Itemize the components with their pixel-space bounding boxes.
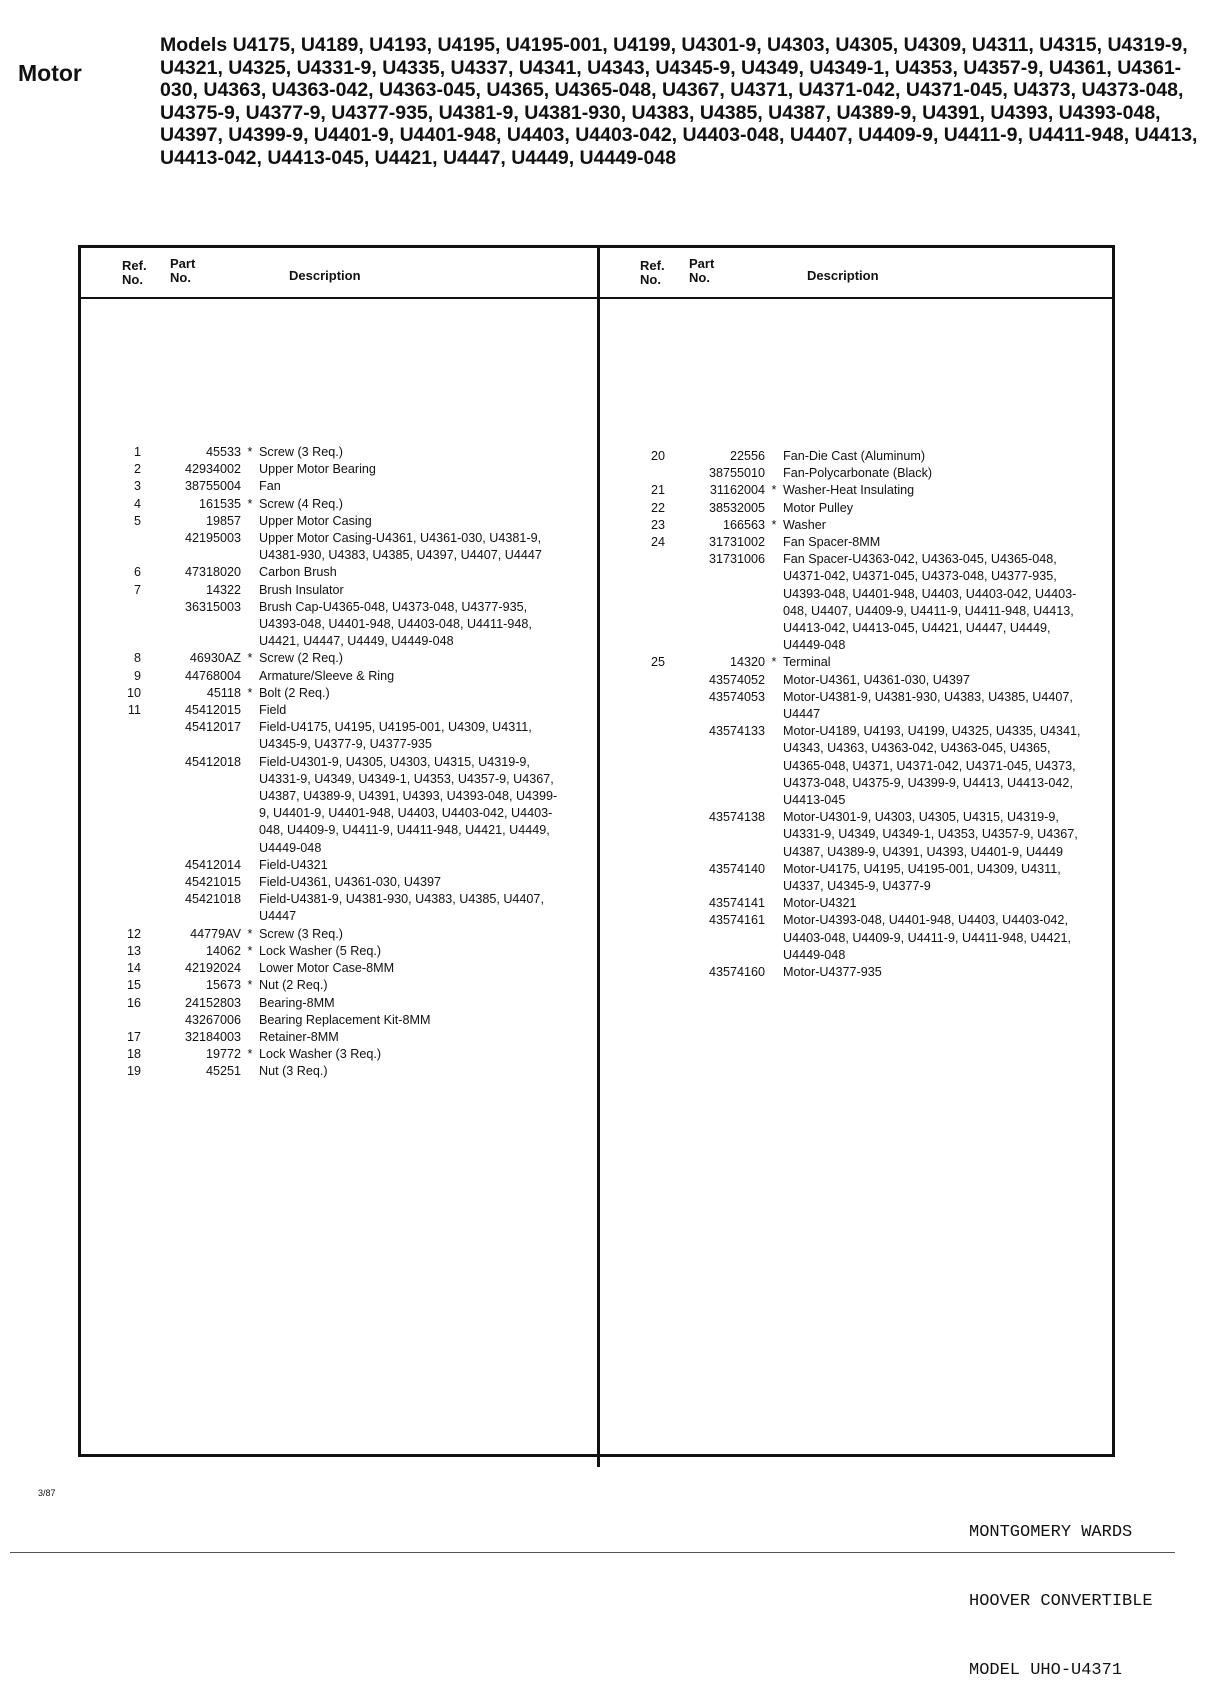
- parts-row: [632, 482, 1112, 499]
- part-number: 14320: [729, 655, 765, 670]
- parts-row: [108, 513, 598, 530]
- part-description: Upper Motor Bearing: [259, 462, 376, 477]
- parts-row: [108, 685, 598, 702]
- parts-row: [632, 465, 1112, 482]
- ref-number: 15: [126, 978, 141, 993]
- part-description: Terminal: [783, 655, 831, 670]
- part-number: 45118: [206, 685, 241, 700]
- parts-row: [632, 809, 1112, 861]
- part-number: 43574141: [708, 896, 765, 911]
- part-number: 32184003: [184, 1029, 241, 1044]
- part-description: Field-U4381-9, U4381-930, U4383, U4385, U4407, U4447: [259, 892, 544, 924]
- part-description: Lower Motor Case-8MM: [259, 961, 395, 976]
- part-number: 43574052: [708, 672, 765, 687]
- parts-row: [632, 500, 1112, 517]
- parts-row: [632, 723, 1112, 809]
- part-description: Motor-U4393-048, U4401-948, U4403, U4403-042, U4403-048, U4409-9, U4411-9, U4411-948, U4421, U4449-048: [783, 913, 1071, 962]
- part-number: 19857: [205, 513, 241, 528]
- ref-number: 9: [133, 668, 141, 683]
- ref-number: 3: [133, 479, 141, 494]
- part-description: Motor-U4381-9, U4381-930, U4383, U4385, U4407, U4447: [783, 689, 1073, 722]
- ref-number: 10: [126, 685, 141, 700]
- ref-number: 4: [133, 496, 141, 511]
- ref-number: 17: [126, 1029, 141, 1044]
- part-description: Washer: [783, 517, 826, 532]
- part-description: Motor-U4361, U4361-030, U4397: [783, 672, 970, 687]
- ref-number: 22: [650, 500, 665, 515]
- stock-star-marker: *: [771, 517, 777, 532]
- part-number: 44768004: [184, 668, 241, 683]
- parts-row: [108, 564, 598, 581]
- parts-row: [632, 654, 1112, 671]
- part-number: 43574053: [708, 689, 765, 704]
- part-number: 42192024: [184, 961, 241, 976]
- header-rule-left: [81, 297, 597, 299]
- part-description: Upper Motor Casing-U4361, U4361-030, U4381-9, U4381-930, U4383, U4385, U4397, U4407, U4447: [259, 531, 542, 563]
- part-number: 24152803: [184, 995, 241, 1010]
- part-number: 31731006: [708, 552, 765, 567]
- ref-number: 14: [126, 961, 141, 976]
- parts-row: [108, 943, 598, 960]
- part-number: 38755004: [184, 479, 241, 494]
- parts-row: [108, 461, 598, 478]
- parts-row: [632, 964, 1112, 981]
- part-description: Bearing-8MM: [259, 995, 335, 1010]
- part-number: 44779AV: [190, 926, 241, 941]
- part-description: Motor-U4321: [783, 896, 857, 911]
- part-description: Lock Washer (5 Req.): [259, 943, 382, 958]
- part-number: 19772: [205, 1047, 241, 1062]
- parts-row: [108, 702, 598, 719]
- parts-row: [108, 530, 598, 564]
- part-number: 43574138: [708, 810, 765, 825]
- part-number: 166563: [722, 517, 765, 532]
- ref-number: 25: [650, 655, 665, 670]
- part-number: 45421015: [184, 875, 241, 890]
- parts-row: [108, 444, 598, 461]
- ref-number: 2: [133, 462, 141, 477]
- footer-line-2: HOOVER CONVERTIBLE: [969, 1592, 1153, 1611]
- part-description: Fan-Polycarbonate (Black): [783, 466, 933, 481]
- ref-number: 6: [133, 565, 141, 580]
- part-description: Field-U4301-9, U4305, U4303, U4315, U4319-9, U4331-9, U4349, U4349-1, U4353, U4357-9, U4367, U4387, U4389-9, U4391, U4393, U4393-048, U4399-9, U4401-9, U4401-948, U4403, U4403-042, U4403-048, U4409-9, U4411-9, U4411-948, U4421, U4449, U4449-048: [259, 754, 558, 855]
- left-description-header: Description: [289, 268, 361, 283]
- models-list: Models U4175, U4189, U4193, U4195, U4195-001, U4199, U4301-9, U4303, U4305, U4309, U4311, U4315, U4319-9, U4321, U4325, U4331-9, U4335, U4337, U4341, U4343, U4345-9, U4349, U4349-1, U4353, U4357-9, U4361, U4361-030, U4363, U4363-042, U4363-045, U4365, U4365-048, U4367, U4371, U4371-042, U4371-045, U4373, U4373-048, U4375-9, U4377-9, U4377-935, U4381-9, U4381-930, U4383, U4385, U4387, U4389-9, U4391, U4393, U4393-048, U4397, U4399-9, U4401-9, U4401-948, U4403, U4403-042, U4403-048, U4407, U4409-9, U4411-9, U4411-948, U4413, U4413-042, U4413-045, U4421, U4447, U4449, U4449-048: [160, 34, 1198, 169]
- part-description: Field-U4175, U4195, U4195-001, U4309, U4311, U4345-9, U4377-9, U4377-935: [259, 720, 532, 752]
- parts-row: [108, 478, 598, 495]
- parts-row: [632, 448, 1112, 465]
- part-description: Screw (4 Req.): [259, 496, 343, 511]
- part-number: 45412014: [184, 857, 241, 872]
- stock-star-marker: *: [247, 926, 253, 941]
- stock-star-marker: *: [247, 1047, 253, 1062]
- part-number: 43267006: [184, 1012, 241, 1027]
- ref-number: 1: [133, 445, 141, 459]
- stock-star-marker: *: [247, 685, 253, 700]
- ref-number: 18: [126, 1047, 141, 1062]
- ref-number: 8: [133, 651, 141, 666]
- stock-star-marker: *: [771, 483, 777, 498]
- parts-row: [108, 650, 598, 667]
- stock-star-marker: *: [771, 655, 777, 670]
- part-number: 161535: [198, 496, 241, 511]
- part-description: Motor-U4301-9, U4303, U4305, U4315, U4319-9, U4331-9, U4349, U4349-1, U4353, U4357-9, U4367, U4387, U4389-9, U4391, U4393, U4401-9, U4449: [783, 810, 1078, 859]
- part-description: Motor-U4189, U4193, U4199, U4325, U4335, U4341, U4343, U4363, U4363-042, U4363-045, U4365, U4365-048, U4371, U4371-042, U4371-045, U4373, U4373-048, U4375-9, U4399-9, U4413, U4413-042, U4413-045: [783, 724, 1081, 808]
- part-description: Washer-Heat Insulating: [783, 483, 915, 498]
- ref-number: 16: [126, 995, 141, 1010]
- parts-row: [108, 719, 598, 753]
- footer-date: 3/87: [38, 1488, 56, 1498]
- ref-number: 23: [650, 517, 665, 532]
- ref-number: 7: [133, 582, 141, 597]
- parts-row: [108, 1012, 598, 1029]
- part-number: 38532005: [708, 500, 765, 515]
- ref-number: 24: [650, 535, 665, 550]
- ref-number: 21: [650, 483, 665, 498]
- part-number: 14322: [205, 582, 241, 597]
- right-description-header: Description: [807, 268, 879, 283]
- part-description: Nut (2 Req.): [259, 978, 328, 993]
- part-description: Brush Cap-U4365-048, U4373-048, U4377-935, U4393-048, U4401-948, U4403-048, U4411-948, U4421, U4447, U4449, U4449-048: [259, 599, 532, 649]
- part-number: 22556: [729, 449, 765, 463]
- part-number: 46930AZ: [189, 651, 241, 666]
- part-description: Fan-Die Cast (Aluminum): [783, 449, 926, 463]
- part-number: 43574161: [708, 913, 765, 928]
- part-description: Brush Insulator: [259, 582, 344, 597]
- part-description: Screw (2 Req.): [259, 651, 343, 666]
- part-number: 45412018: [184, 754, 241, 769]
- part-description: Field: [259, 703, 287, 718]
- part-number: 38755010: [708, 466, 765, 481]
- part-number: 43574160: [708, 965, 765, 980]
- part-description: Field-U4361, U4361-030, U4397: [259, 875, 442, 890]
- part-description: Bolt (2 Req.): [259, 685, 330, 700]
- part-number: 14062: [205, 943, 241, 958]
- ref-number: 5: [133, 513, 141, 528]
- part-number: 45421018: [184, 892, 241, 907]
- parts-row: [108, 977, 598, 994]
- parts-row: [108, 582, 598, 599]
- part-description: Screw (3 Req.): [259, 926, 343, 941]
- ref-number: 13: [126, 943, 141, 958]
- parts-row: [108, 995, 598, 1012]
- parts-row: [632, 689, 1112, 723]
- parts-row: [108, 1063, 598, 1080]
- part-number: 43574140: [708, 861, 765, 876]
- part-number: 15673: [205, 978, 241, 993]
- part-description: Upper Motor Casing: [259, 513, 372, 528]
- part-number: 31731002: [708, 535, 765, 550]
- part-number: 31162004: [709, 483, 765, 498]
- part-description: Fan: [259, 479, 281, 494]
- stock-star-marker: *: [247, 943, 253, 958]
- part-description: Motor-U4377-935: [783, 965, 882, 980]
- stock-star-marker: *: [247, 978, 253, 993]
- parts-row: [632, 895, 1112, 912]
- ref-number: 12: [126, 926, 141, 941]
- part-description: Screw (3 Req.): [259, 445, 343, 459]
- part-description: Motor Pulley: [783, 500, 853, 515]
- left-ref-header: Ref. No.: [122, 258, 147, 287]
- parts-row: [108, 891, 598, 925]
- footer-line-1: MONTGOMERY WARDS: [969, 1523, 1133, 1542]
- left-part-header: Part No.: [170, 256, 196, 285]
- part-number: 36315003: [184, 599, 241, 614]
- stock-star-marker: *: [247, 651, 253, 666]
- part-description: Armature/Sleeve & Ring: [259, 668, 395, 683]
- section-title: Motor: [18, 60, 82, 86]
- parts-row: [108, 874, 598, 891]
- right-parts-list: [632, 448, 1112, 981]
- parts-row: [108, 1046, 598, 1063]
- part-description: Field-U4321: [259, 857, 328, 872]
- part-description: Bearing Replacement Kit-8MM: [259, 1012, 431, 1027]
- parts-row: [632, 517, 1112, 534]
- part-description: Fan Spacer-8MM: [783, 535, 881, 550]
- parts-row: [108, 1029, 598, 1046]
- part-number: 47318020: [184, 565, 241, 580]
- header-rule-right: [600, 297, 1112, 299]
- ref-number: 19: [126, 1064, 141, 1079]
- parts-row: [632, 861, 1112, 895]
- parts-row: [632, 534, 1112, 551]
- part-number: 42934002: [184, 462, 241, 477]
- parts-row: [108, 668, 598, 685]
- part-number: 42195003: [184, 531, 241, 546]
- left-parts-list: [108, 444, 598, 1081]
- stock-star-marker: *: [247, 496, 253, 511]
- part-description: Fan Spacer-U4363-042, U4363-045, U4365-048, U4371-042, U4371-045, U4373-048, U4377-935, U4393-048, U4401-948, U4403, U4403-042, U4403-048, U4407, U4409-9, U4411-9, U4411-948, U4413, U4413-042, U4413-045, U4421, U4447, U4449, U4449-048: [783, 552, 1077, 653]
- part-number: 45251: [205, 1064, 241, 1079]
- parts-row: [632, 912, 1112, 964]
- parts-row: [108, 960, 598, 977]
- parts-row: [108, 496, 598, 513]
- part-number: 45412015: [184, 703, 241, 718]
- part-number: 45412017: [184, 720, 241, 735]
- right-ref-header: Ref. No.: [640, 258, 665, 287]
- part-description: Lock Washer (3 Req.): [259, 1047, 382, 1062]
- right-part-header: Part No.: [689, 256, 715, 285]
- parts-row: [108, 599, 598, 651]
- parts-row: [632, 672, 1112, 689]
- ref-number: 20: [650, 449, 665, 463]
- part-description: Nut (3 Req.): [259, 1064, 328, 1079]
- part-description: Carbon Brush: [259, 565, 337, 580]
- parts-row: [108, 857, 598, 874]
- parts-row: [108, 754, 598, 857]
- part-number: 43574133: [708, 724, 765, 739]
- footer-model-block: [969, 1475, 1153, 1705]
- parts-row: [108, 926, 598, 943]
- part-description: Retainer-8MM: [259, 1029, 339, 1044]
- parts-row: [632, 551, 1112, 654]
- ref-number: 11: [127, 703, 141, 718]
- footer-line-3: MODEL UHO-U4371: [969, 1661, 1123, 1680]
- bottom-rule: [10, 1552, 1175, 1553]
- part-number: 45533: [205, 445, 241, 459]
- part-description: Motor-U4175, U4195, U4195-001, U4309, U4311, U4337, U4345-9, U4377-9: [783, 861, 1061, 894]
- stock-star-marker: *: [247, 445, 253, 459]
